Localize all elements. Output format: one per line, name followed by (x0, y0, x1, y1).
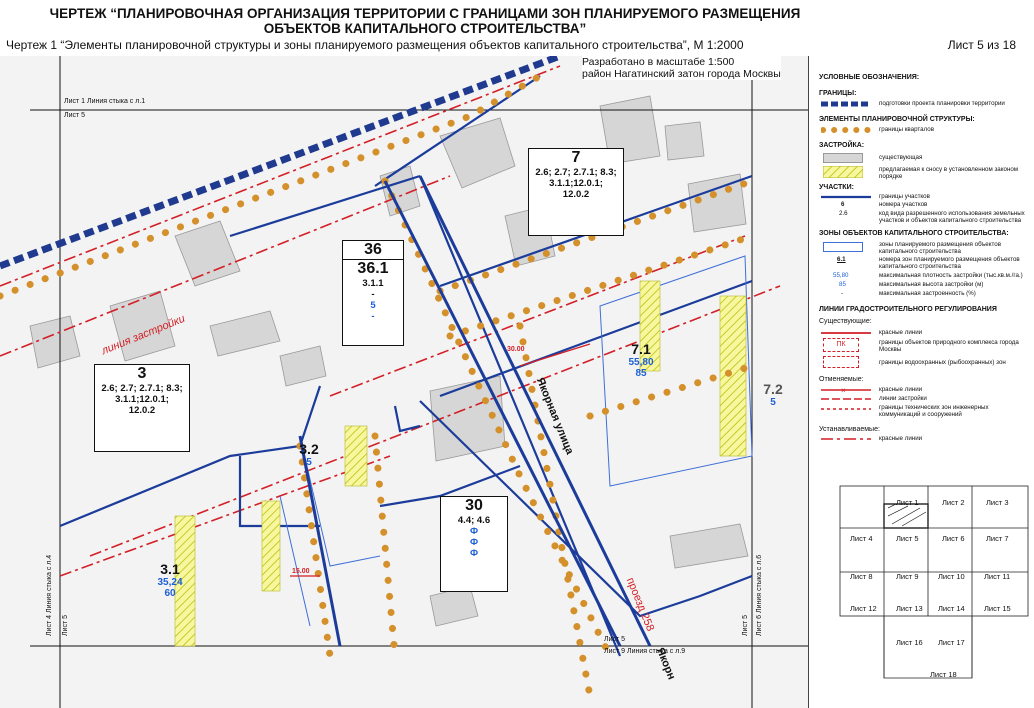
sheet-index-13[interactable]: Лист 13 (896, 604, 923, 613)
sheet-bottom-line-label: Лист 9 Линия стыка с л.9 (604, 648, 686, 655)
legend-quarter-symbol (821, 126, 871, 134)
sheet-right-line-label: Лист 6 Линия стыка с л.6 (756, 554, 763, 636)
sheet-index-14[interactable]: Лист 14 (938, 604, 965, 613)
legend-buildings-2: предлагаемая к сносу в установленном законом порядке (879, 166, 1019, 180)
sheet-bottom-5-label: Лист 5 (604, 636, 626, 643)
street-yakor-cut-label[interactable]: Якорн (653, 646, 678, 682)
zone-7-2-height: 5 (770, 397, 776, 408)
legend-title: УСЛОВНЫЕ ОБОЗНАЧЕНИЯ: (819, 74, 920, 81)
legend-demolition-symbol (823, 166, 863, 178)
sheet-index-3[interactable]: Лист 3 (986, 498, 1009, 507)
sheet-counter: Лист 5 из 18 (947, 38, 1016, 52)
sheet-index-1[interactable]: Лист 1 (896, 498, 919, 507)
legend-existing-2: границы объектов природного комплекса города Москвы (879, 339, 1019, 353)
legend-plots-heading: УЧАСТКИ: (819, 184, 854, 191)
sheet-index-4[interactable]: Лист 4 (850, 534, 873, 543)
legend-cancelled-red-symbol (821, 386, 871, 394)
legend-zones-2: номера зон планируемого размещения объектов капитального строительства (879, 256, 1020, 270)
dimension-30-label: 30.00 (507, 346, 525, 353)
legend-boundary-symbol (821, 100, 871, 108)
scale-note-line2: район Нагатинский затон города Москвы (582, 68, 781, 80)
legend-existing-1: красные линии (879, 329, 923, 336)
legend-cancelled-heading: Отменяемые: (819, 376, 864, 383)
dimension-15-label: 15.00 (292, 568, 310, 575)
legend-zones-heading: ЗОНЫ ОБЪЕКТОВ КАПИТАЛЬНОГО СТРОИТЕЛЬСТВА: (819, 230, 1009, 237)
zone-7-1-label[interactable] (618, 342, 664, 379)
sheet-top-line-label: Лист 1 Линия стыка с л.1 (64, 98, 146, 105)
legend-plots-3: код вида разрешенного использования земельных участков и объектов капитального строительства (879, 210, 1025, 224)
legend-boundaries-1: подготовки проекта планировки территории (879, 100, 1005, 107)
legend-existing-heading: Существующие: (819, 318, 872, 325)
block-7-label[interactable] (528, 148, 624, 236)
zone-3-2-label[interactable] (292, 442, 326, 468)
sheet-index-15[interactable]: Лист 15 (984, 604, 1011, 613)
legend-structure-heading: ЭЛЕМЕНТЫ ПЛАНИРОВОЧНОЙ СТРУКТУРЫ: (819, 116, 975, 123)
sheet-index-11[interactable]: Лист 11 (984, 572, 1011, 581)
zone-7-2-label[interactable] (756, 382, 790, 408)
legend-lines-heading: ЛИНИИ ГРАДОСТРОИТЕЛЬНОГО РЕГУЛИРОВАНИЯ (819, 306, 997, 313)
block-30-label[interactable] (440, 496, 508, 592)
scale-note (582, 56, 781, 80)
zone-3-2-number: 3.2 (299, 441, 319, 457)
legend-plots-1: границы участков (879, 193, 930, 200)
zone-3-1-density: 35,24 (157, 577, 183, 588)
sheet-index-9[interactable]: Лист 9 (896, 572, 919, 581)
zone-7-1-density: 55,80 (628, 357, 654, 368)
block-36-label[interactable] (342, 240, 404, 346)
sheet-index-2[interactable]: Лист 2 (942, 498, 965, 507)
sheet-index-18[interactable]: Лист 18 (930, 670, 957, 679)
zone-7-1-number: 7.1 (631, 341, 651, 357)
legend-cancelled-2: линии застройки (879, 395, 927, 402)
block-7-number: 7 (571, 149, 581, 166)
sheet-index-6[interactable]: Лист 6 (942, 534, 965, 543)
legend-structure-1: границы кварталов (879, 126, 935, 133)
map-canvas[interactable] (0, 56, 808, 708)
sheet-top-5-label: Лист 5 (64, 112, 86, 119)
sheet-index-5[interactable]: Лист 5 (896, 534, 919, 543)
legend-cancelled-tech-symbol (821, 405, 871, 413)
block-36-v2: 5 (370, 300, 376, 311)
block-36-zone: 36.1 (357, 260, 389, 277)
sheet-index-8[interactable]: Лист 8 (850, 572, 873, 581)
legend-zones-4: максимальная высота застройки (м) (879, 281, 984, 288)
zone-7-1-height: 85 (635, 368, 647, 379)
legend-buildings-1: существующая (879, 154, 923, 161)
sheet-index-lines (836, 482, 1032, 682)
sheet-index-16[interactable]: Лист 16 (896, 638, 923, 647)
block-36-v3: - (371, 311, 375, 322)
svg-text:×: × (841, 386, 846, 394)
sheet-index-10[interactable]: Лист 10 (938, 572, 965, 581)
sheet-index-7[interactable]: Лист 7 (986, 534, 1009, 543)
sheet-index-12[interactable]: Лист 12 (850, 604, 877, 613)
zone-3-1-height: 60 (164, 588, 176, 599)
legend-established-heading: Устанавливаемые: (819, 426, 880, 433)
legend-zones-2-num: 6.1 (837, 256, 846, 263)
block-30-v1: Ф (469, 526, 479, 537)
block-36-code: 3.1.1 (362, 278, 384, 289)
sheet-right-5-label: Лист 5 (742, 614, 749, 636)
drawing-subtitle: Чертеж 1 “Элементы планировочной структуры и зоны планируемого размещения объектов капитального строительства”, М 1:2000 (6, 38, 744, 52)
zone-3-1-label[interactable] (148, 562, 192, 599)
drawing-title: ЧЕРТЕЖ “ПЛАНИРОВОЧНАЯ ОРГАНИЗАЦИЯ ТЕРРИТОРИИ С ГРАНИЦАМИ ЗОН ПЛАНИРУЕМОГО РАЗМЕЩЕНИЯ ОБЪЕКТОВ КАПИТАЛЬНОГО СТРОИТЕЛЬСТВА” (49, 6, 801, 36)
street-yakornaya-label[interactable]: Якорная улица (533, 376, 576, 457)
legend-zones-4-num: 85 (839, 281, 846, 288)
legend-established-red-symbol (821, 436, 871, 442)
block-3-label[interactable] (94, 364, 190, 452)
block-36-v1: - (371, 289, 375, 300)
legend-plots-2-num: 6 (841, 201, 845, 208)
block-3-number: 3 (137, 365, 147, 382)
scale-note-line1: Разработано в масштабе 1:500 (582, 56, 735, 68)
legend-established-1: красные линии (879, 435, 923, 442)
legend-zones-3-num: 55,80 (833, 272, 849, 279)
zone-7-2-number: 7.2 (763, 381, 783, 397)
legend-plots-3-num: 2.6 (839, 210, 848, 217)
sheet-index-17[interactable]: Лист 17 (938, 638, 965, 647)
legend-zones-5: максимальная застроенность (%) (879, 290, 976, 297)
legend-cancelled-3: границы технических зон инженерных коммуникаций и сооружений (879, 404, 989, 418)
legend-cancelled-1: красные линии (879, 386, 923, 393)
block-30-v2: Ф (469, 537, 479, 548)
block-36-number: 36 (343, 241, 403, 260)
legend-existing-building-symbol (823, 153, 863, 163)
sheet-left-5-label: Лист 5 (62, 614, 69, 636)
zone-3-2-height: 5 (306, 457, 312, 468)
legend-zones-5-num: - (841, 290, 844, 297)
legend-existing-red-symbol (821, 330, 871, 336)
block-30-number: 30 (465, 497, 483, 514)
street-proezd-label[interactable]: проезд 258 (623, 576, 657, 634)
legend-zone-symbol (823, 242, 863, 252)
legend-plot-line-symbol (821, 194, 871, 200)
legend-cancelled-building-line-symbol (821, 395, 871, 403)
block-3-codes: 2.6; 2.7; 2.7.1; 8.3; 3.1.1;12.0.1; 12.0.2 (101, 383, 183, 416)
legend-existing-3: границы водоохранных (рыбоохранных) зон (879, 359, 1006, 366)
block-30-codes: 4.4; 4.6 (457, 515, 491, 526)
block-7-codes: 2.6; 2.7; 2.7.1; 8.3; 3.1.1;12.0.1; 12.0.2 (535, 167, 617, 200)
zone-3-1-number: 3.1 (160, 561, 180, 577)
legend-pk-symbol: ПК (823, 338, 859, 352)
block-30-v3: Ф (469, 548, 479, 559)
legend-water-zone-symbol (823, 356, 859, 368)
building-line-label: линия застройки (100, 312, 187, 358)
legend-zones-3: максимальная плотность застройки (тыс.кв.м./га.) (879, 272, 1023, 279)
legend-buildings-heading: ЗАСТРОЙКА: (819, 142, 865, 149)
legend-plots-2: номера участков (879, 201, 928, 208)
sheet-left-line-label: Лист 4 Линия стыка с л.4 (46, 554, 53, 636)
legend-boundaries-heading: ГРАНИЦЫ: (819, 90, 857, 97)
legend-zones-1: зоны планируемого размещения объектов капитального строительства (879, 241, 1001, 255)
